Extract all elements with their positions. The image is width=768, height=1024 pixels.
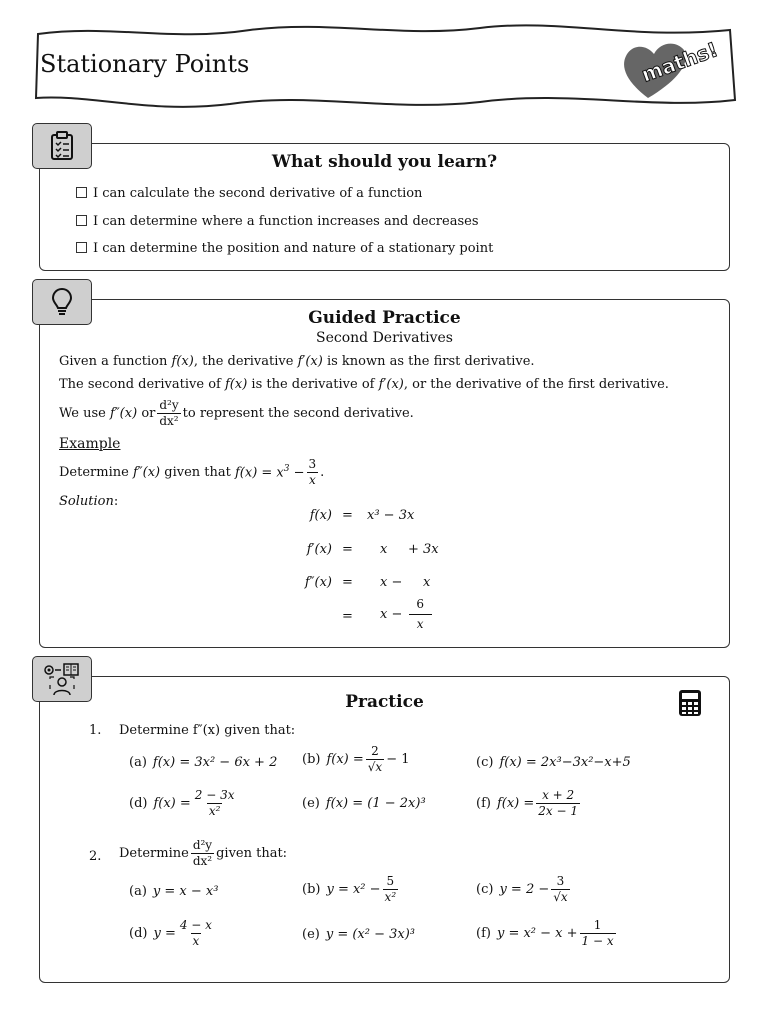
q1-part-a: (a) f(x) = 3x² − 6x + 2: [129, 755, 278, 770]
q1-part-f: (f) f(x) = $\frac{x + 2}{2x - 1}$: [476, 788, 579, 818]
checkbox-icon[interactable]: [76, 187, 87, 198]
guided-practice-subtitle: Second Derivatives: [316, 330, 453, 346]
q1-part-c: (c) f(x) = 2x³−3x²−x+5: [476, 755, 631, 770]
example-label: Example: [59, 436, 121, 452]
q2-part-a: (a) y = x − x³: [129, 884, 219, 899]
q2-part-d: (d) y = $\frac{4 - x}{x}$: [129, 918, 212, 948]
objective-item: I can determine where a function increases and decreases: [76, 214, 479, 229]
practice-title: Practice: [345, 692, 424, 712]
solution-lhs-3: f″(x): [304, 575, 332, 590]
solution-eq-4: =: [342, 609, 353, 624]
maths-badge-text: maths!: [638, 37, 721, 87]
guided-practice-title: Guided Practice: [308, 308, 461, 328]
solution-lhs-1: f(x): [309, 508, 332, 523]
learning-objectives-section: [39, 143, 730, 271]
question-2-text: Determine $\frac{\text{d²y}}{\text{dx²}}$ given that:: [119, 838, 288, 868]
q2-part-b: (b) y = x² − $\frac{5}{\text{x²}}$: [302, 874, 397, 904]
objective-item: I can determine the position and nature of a stationary point: [76, 241, 493, 256]
guided-practice-section: [39, 299, 730, 648]
q2-part-e: (e) y = (x² − 3x)³: [302, 927, 416, 942]
solution-eq-2: =: [342, 542, 353, 557]
clipboard-icon: [49, 131, 75, 161]
solution-eq-3: =: [342, 575, 353, 590]
q1-part-b: (b) f(x) = $\frac{2}{√x}$ − 1: [302, 744, 410, 774]
objective-item: I can calculate the second derivative of a function: [76, 186, 422, 201]
checkbox-icon[interactable]: [76, 215, 87, 226]
definition-line-2: The second derivative of f(x) is the derivative of f′(x), or the derivative of the first derivative.: [59, 377, 669, 392]
maths-badge: [618, 37, 721, 100]
solution-lhs-2: f′(x): [306, 542, 332, 557]
solution-eq-1: =: [342, 508, 353, 523]
page-title: Stationary Points: [40, 50, 250, 78]
q2-part-c: (c) y = 2 − $\frac{3}{√x}$: [476, 874, 568, 904]
practice-section: [39, 676, 730, 983]
checkbox-icon[interactable]: [76, 242, 87, 253]
question-2-number: 2.: [89, 849, 102, 864]
definition-line-1: Given a function f(x), the derivative f′(x) is known as the first derivative.: [59, 354, 535, 369]
q1-part-d: (d) f(x) = $\frac{2 - 3x}{\text{x²}}$: [129, 788, 235, 818]
lightbulb-tab: [32, 279, 92, 325]
solution-rhs-2: x + 3x: [380, 542, 439, 557]
study-tab: [32, 656, 92, 702]
q2-part-f: (f) y = x² − x + $\frac{1}{1 - x}$: [476, 918, 614, 948]
learning-objectives-title: What should you learn?: [271, 152, 498, 172]
solution-rhs-1: x³ − 3x: [367, 508, 415, 523]
solution-label: Solution:: [59, 494, 119, 509]
student-gear-book-icon: [40, 661, 84, 697]
definition-line-3: We use f″(x) or $\frac{\text{d²y}}{\text{dx²}}$ to represent the second derivative.: [59, 398, 414, 428]
lightbulb-icon: [51, 287, 73, 317]
solution-rhs-4: x − $\frac{6}{x}$: [380, 598, 434, 630]
q1-part-e: (e) f(x) = (1 − 2x)³: [302, 796, 426, 811]
calculator-icon: [678, 689, 702, 717]
question-1-text: Determine f″(x) given that:: [119, 723, 296, 738]
question-1-number: 1.: [89, 723, 102, 738]
example-statement: Determine f″(x) given that $f(x) = x^3$ − $\frac{3}{x}$ .: [59, 457, 325, 487]
solution-rhs-3: x − x: [380, 575, 431, 590]
clipboard-tab: [32, 123, 92, 169]
